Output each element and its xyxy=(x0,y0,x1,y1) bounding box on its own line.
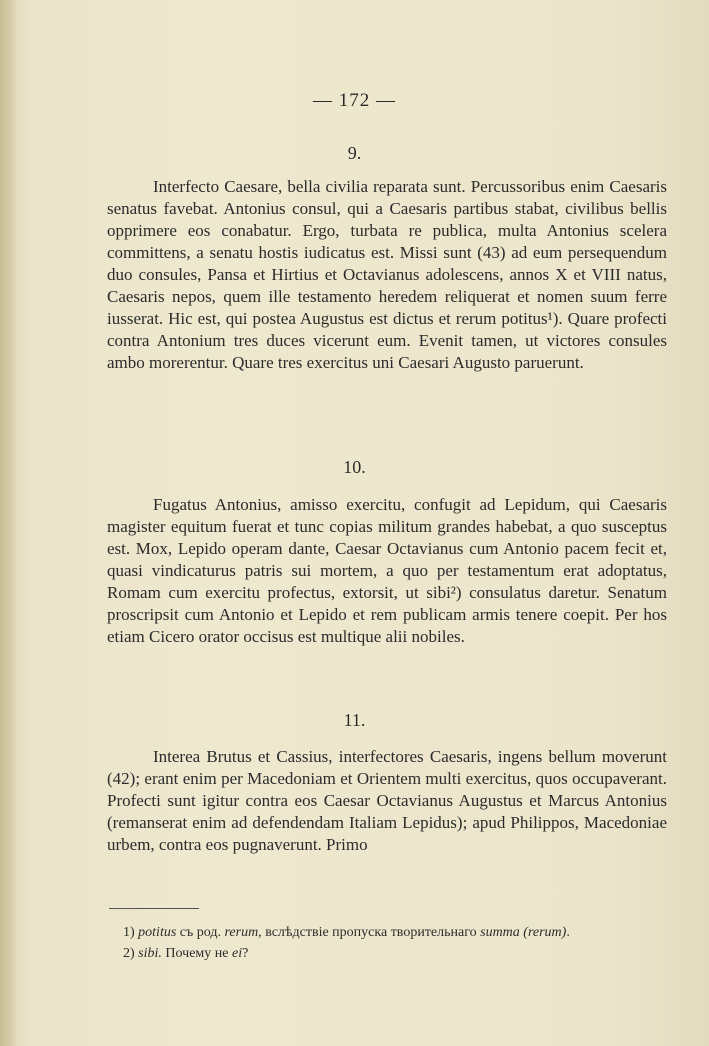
footnote-term: sibi. xyxy=(138,946,162,961)
footnote-term: rerum, xyxy=(224,925,262,940)
footnote-2 xyxy=(107,943,672,964)
section-9-text xyxy=(107,176,667,374)
footnote-term: summa (rerum) xyxy=(480,925,567,940)
footnote-1 xyxy=(107,922,672,943)
paragraph: Interfecto Caesare, bella civilia reparata sunt. Percussoribus enim Caesaris senatus favebat. Antonius consul, qui a Caesaris partibus stabat, civilibus bellis opprimere eos conabatur. Ergo, turbata re publica, multa Antonius scelera committens, a senatu hostis iudicatus est. Missi sunt (43) ad eum persequendum duo consules, Pansa et Hirtius et Octavianus adolescens, annos X et VIII natus, Caesaris nepos, quem ille testamento heredem reliquerat et nomen suum ferre iusserat. Hic est, qui postea Augustus est dictus et rerum potitus¹). Quare profecti contra Antonium tres duces vicerunt eum. Evenit tamen, ut victores consules ambo morerentur. Quare tres exercitus uni Caesari Augusto paruerunt. xyxy=(107,177,667,372)
footnote-text: . xyxy=(566,925,570,940)
footnote-term: ei xyxy=(231,946,243,961)
footnote-divider xyxy=(109,908,199,909)
footnote-text: съ род. xyxy=(176,925,225,940)
section-number-11: 11. xyxy=(343,710,366,730)
section-11-text xyxy=(107,746,667,856)
footnote-mark: 1) xyxy=(123,925,135,940)
footnote-text: ? xyxy=(242,946,249,961)
page-number: — 172 — xyxy=(313,90,396,111)
paragraph: Interea Brutus et Cassius, interfectores Caesaris, ingens bellum moverunt (42); erant enim per Macedoniam et Orientem multi exercitus, quos occupaverant. Profecti sunt igitur contra eos Caesar Octavianus Augustus et Marcus Antonius (remanserat enim ad defendendam Italiam Lepidus); apud Philippos, Macedoniae urbem, contra eos pugnaverunt. Primo xyxy=(107,747,667,854)
footnote-mark: 2) xyxy=(123,946,135,961)
footnote-text: Почему не xyxy=(161,946,232,961)
section-number-10: 10. xyxy=(343,457,366,477)
section-10-text xyxy=(107,494,667,648)
paragraph: Fugatus Antonius, amisso exercitu, confugit ad Lepidum, qui Caesaris magister equitum fuerat et tunc copias militum grandes habebat, a quo susceptus est. Mox, Lepido operam dante, Caesar Octavianus cum Antonio pacem fecit et, quasi vindicaturus patris sui mortem, a quo per testamentum erat adoptatus, Romam cum exercitu profectus, extorsit, ut sibi²) consulatus daretur. Senatum proscripsit cum Antonio et Lepido et rem publicam armis tenere coepit. Per hos etiam Cicero orator occisus est multique alii nobiles. xyxy=(107,495,667,646)
footnote-term: potitus xyxy=(138,925,177,940)
section-number-9: 9. xyxy=(347,143,362,163)
footnote-text: вслѣдствіе пропуска творительнаго xyxy=(261,925,481,940)
footnotes xyxy=(107,922,672,964)
